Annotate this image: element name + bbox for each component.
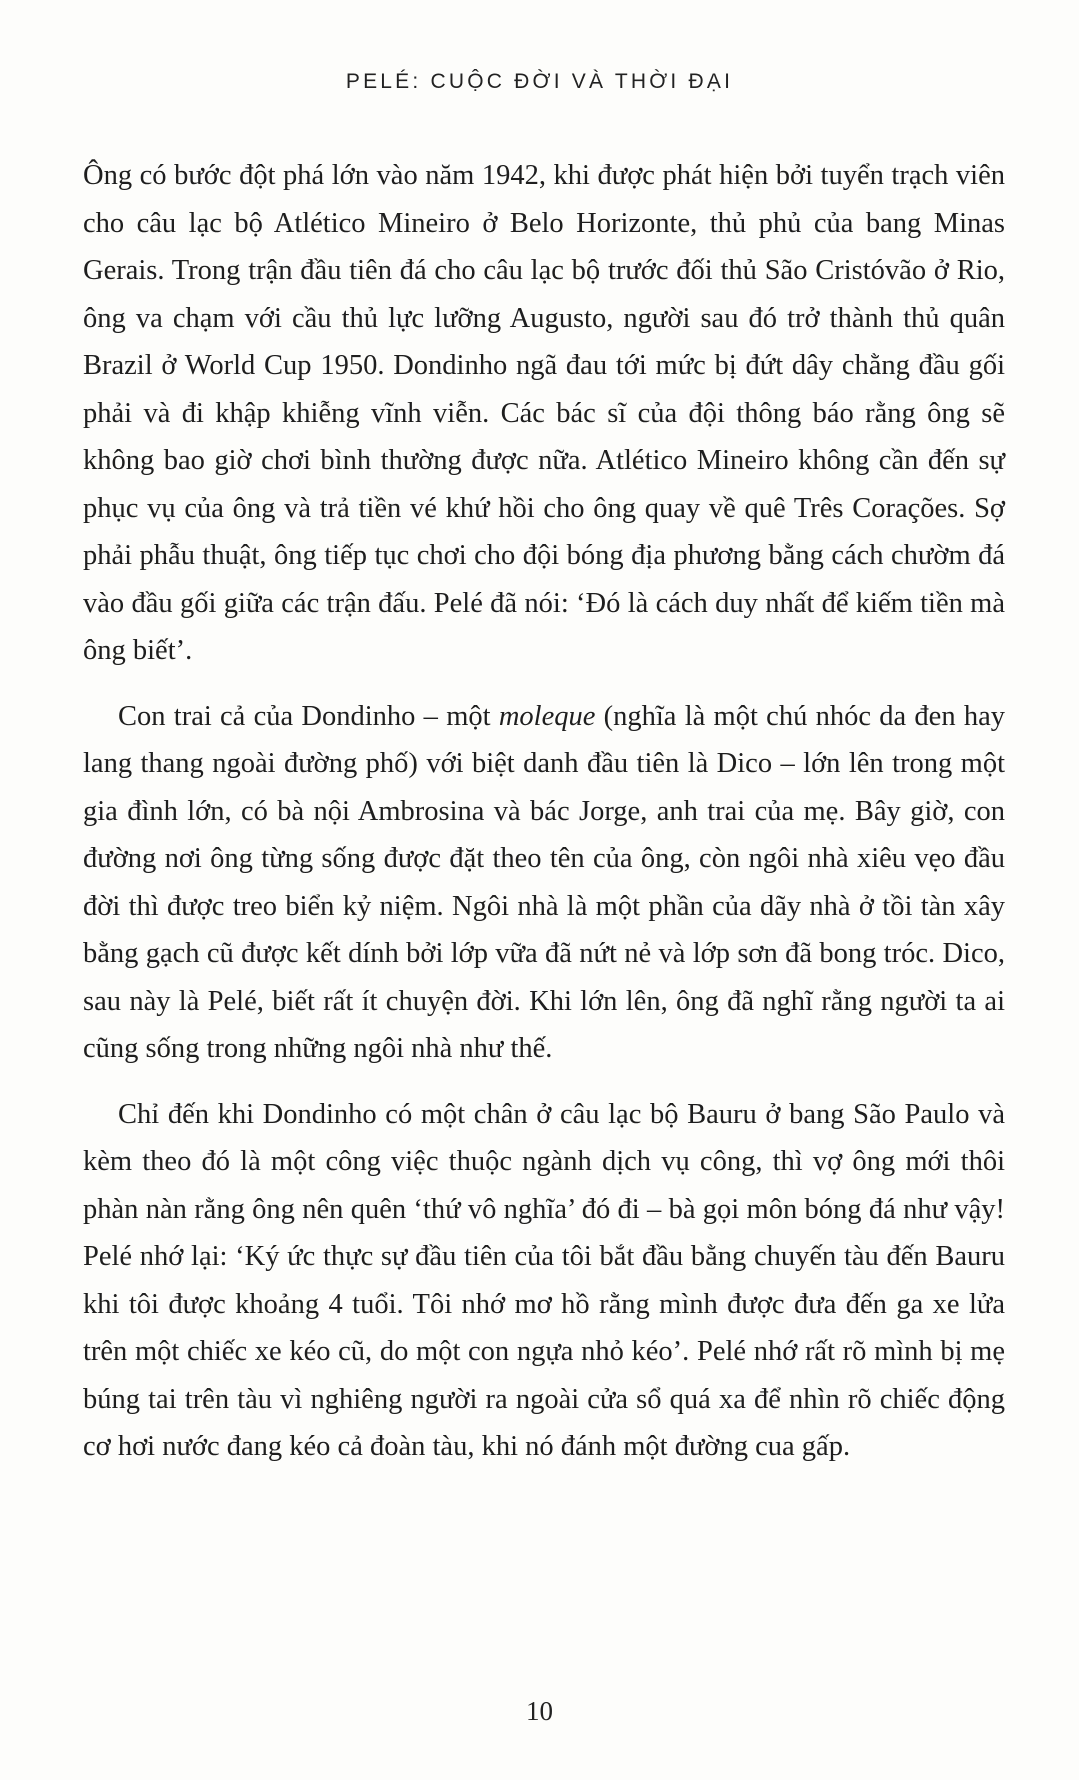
paragraph-2-rest: (nghĩa là một chú nhóc da đen hay lang thang ngoài đường phố) với biệt danh đầu tiên là Dico – lớn lên trong một gia đình lớn, có bà nội Ambrosina và bác Jorge, anh trai của mẹ. Bây giờ, con đường nơi ông từng sống được đặt theo tên của ông, còn ngôi nhà xiêu vẹo đầu đời thì được treo biển kỷ niệm. Ngôi nhà là một phần của dãy nhà ở tồi tàn xây bằng gạch cũ được kết dính bởi lớp vữa đã nứt nẻ và lớp sơn đã bong tróc. Dico, sau này là Pelé, biết rất ít chuyện đời. Khi lớn lên, ông đã nghĩ rằng người ta ai cũng sống trong những ngôi nhà như thế. — [83, 700, 1005, 1064]
paragraph-3: Chỉ đến khi Dondinho có một chân ở câu lạc bộ Bauru ở bang São Paulo và kèm theo đó là một công việc thuộc ngành dịch vụ công, thì vợ ông mới thôi phàn nàn rằng ông nên quên ‘thứ vô nghĩa’ đó đi – bà gọi môn bóng đá như vậy! Pelé nhớ lại: ‘Ký ức thực sự đầu tiên của tôi bắt đầu bằng chuyến tàu đến Bauru khi tôi được khoảng 4 tuổi. Tôi nhớ mơ hồ rằng mình được đưa đến ga xe lửa trên một chiếc xe kéo cũ, do một con ngựa nhỏ kéo’. Pelé nhớ rất rõ mình bị mẹ búng tai trên tàu vì nghiêng người ra ngoài cửa sổ quá xa để nhìn rõ chiếc động cơ hơi nước đang kéo cả đoàn tàu, khi nó đánh một đường cua gấp. — [83, 1098, 1005, 1462]
body-text — [83, 152, 1005, 1489]
running-head-title: PELÉ: CUỘC ĐỜI VÀ THỜI ĐẠI — [345, 70, 734, 93]
page-number: 10 — [526, 1696, 553, 1726]
italic-term-moleque: moleque — [498, 700, 596, 732]
paragraph-1: Ông có bước đột phá lớn vào năm 1942, khi được phát hiện bởi tuyển trạch viên cho câu lạc bộ Atlético Mineiro ở Belo Horizonte, thủ phủ của bang Minas Gerais. Trong trận đầu tiên đá cho câu lạc bộ trước đối thủ São Cristóvão ở Rio, ông va chạm với cầu thủ lực lưỡng Augusto, người sau đó trở thành thủ quân Brazil ở World Cup 1950. Dondinho ngã đau tới mức bị đứt dây chằng đầu gối phải và đi khập khiễng vĩnh viễn. Các bác sĩ của đội thông báo rằng ông sẽ không bao giờ chơi bình thường được nữa. Atlético Mineiro không cần đến sự phục vụ của ông và trả tiền vé khứ hồi cho ông quay về quê Três Corações. Sợ phải phẫu thuật, ông tiếp tục chơi cho đội bóng địa phương bằng cách chườm đá vào đầu gối giữa các trận đấu. Pelé đã nói: ‘Đó là cách duy nhất để kiếm tiền mà ông biết’. — [83, 160, 1005, 666]
paragraph-2-lead: Con trai cả của Dondinho – một — [118, 700, 499, 732]
paragraph-2 — [83, 693, 1005, 1073]
